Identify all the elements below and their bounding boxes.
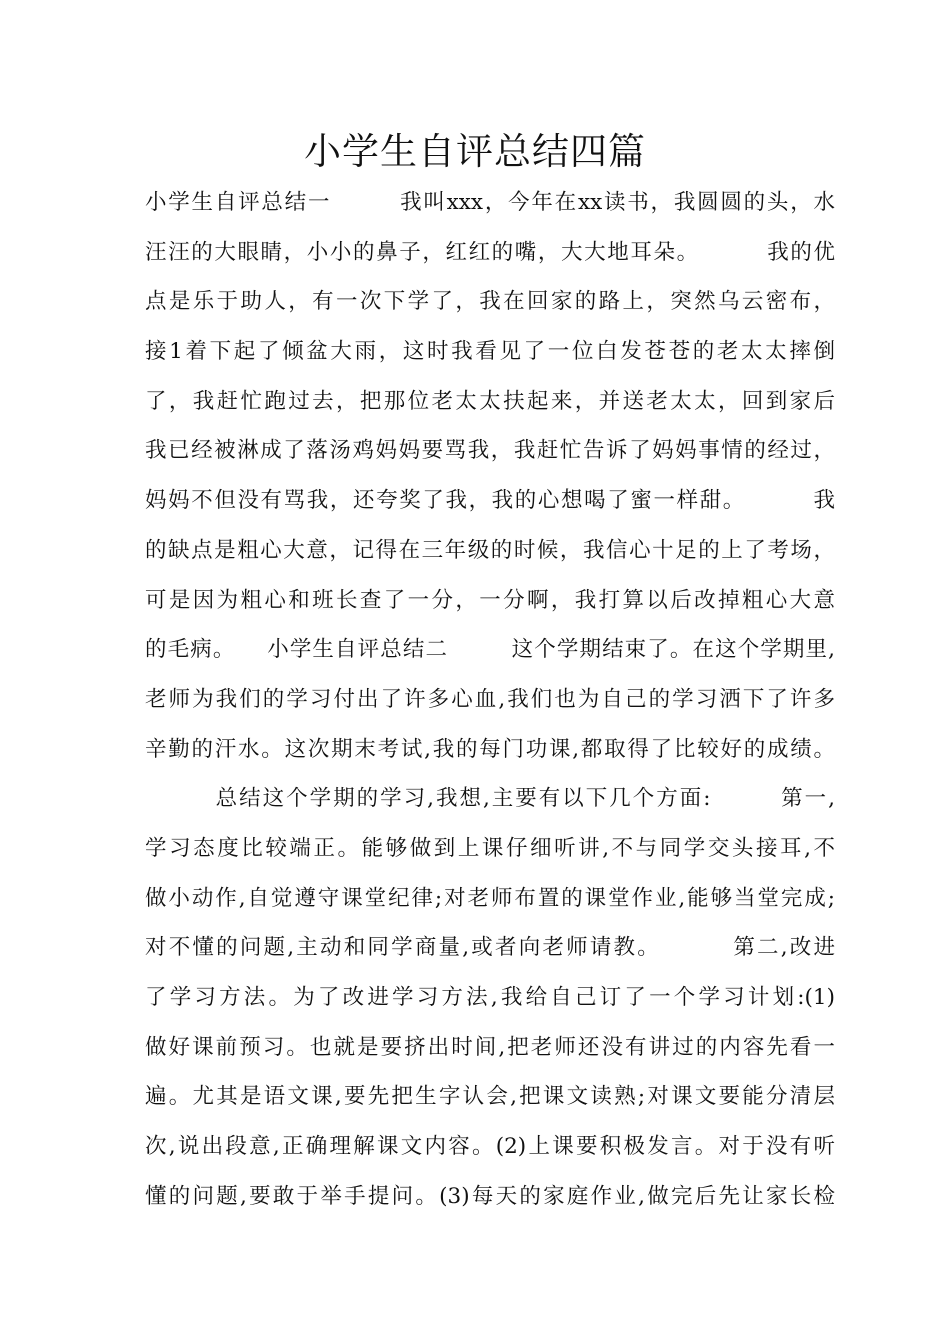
text-line: 做小动作,自觉遵守课堂纪律;对老师布置的课堂作业,能够当堂完成; [145, 885, 835, 911]
text-line: 我已经被淋成了落汤鸡妈妈要骂我，我赶忙告诉了妈妈事情的经过， [145, 438, 835, 464]
text-line: 学习态度比较端正。能够做到上课仔细听讲,不与同学交头接耳,不 [145, 835, 835, 861]
body-text [145, 178, 835, 1221]
text-line: 遍。尤其是语文课,要先把生字认会,把课文读熟;对课文要能分清层 [145, 1084, 835, 1110]
text-line: 可是因为粗心和班长查了一分，一分啊，我打算以后改掉粗心大意 [145, 587, 835, 613]
text-line: 妈妈不但没有骂我，还夸奖了我，我的心想喝了蜜一样甜。 我 [145, 488, 835, 514]
text-line: 接1着下起了倾盆大雨，这时我看见了一位白发苍苍的老太太摔倒 [145, 339, 835, 365]
text-line: 了，我赶忙跑过去，把那位老太太扶起来，并送老太太，回到家后 [145, 388, 835, 414]
text-line: 汪汪的大眼睛，小小的鼻子，红红的嘴，大大地耳朵。 我的优 [145, 239, 835, 265]
text-line: 的毛病。 小学生自评总结二 这个学期结束了。在这个学期里, [145, 637, 835, 663]
text-line: 老师为我们的学习付出了许多心血,我们也为自己的学习洒下了许多 [145, 686, 835, 712]
text-line: 辛勤的汗水。这次期末考试,我的每门功课,都取得了比较好的成绩。 [145, 736, 835, 762]
text-line: 点是乐于助人，有一次下学了，我在回家的路上，突然乌云密布， [145, 289, 835, 315]
text-line: 次,说出段意,正确理解课文内容。(2)上课要积极发言。对于没有听 [145, 1134, 835, 1160]
text-line: 了学习方法。为了改进学习方法,我给自己订了一个学习计划:(1) [145, 985, 835, 1010]
page-title: 小学生自评总结四篇 [304, 130, 646, 173]
text-line: 小学生自评总结一 我叫xxx，今年在xx读书，我圆圆的头，水 [145, 190, 835, 215]
text-line: 懂的问题,要敢于举手提问。(3)每天的家庭作业,做完后先让家长检 [145, 1183, 835, 1209]
text-line: 的缺点是粗心大意，记得在三年级的时候，我信心十足的上了考场， [145, 537, 835, 563]
text-line: 做好课前预习。也就是要挤出时间,把老师还没有讲过的内容先看一 [145, 1034, 835, 1060]
text-line: 对不懂的问题,主动和同学商量,或者向老师请教。 第二,改进 [145, 935, 835, 961]
text-line: 总结这个学期的学习,我想,主要有以下几个方面: 第一, [145, 786, 835, 812]
